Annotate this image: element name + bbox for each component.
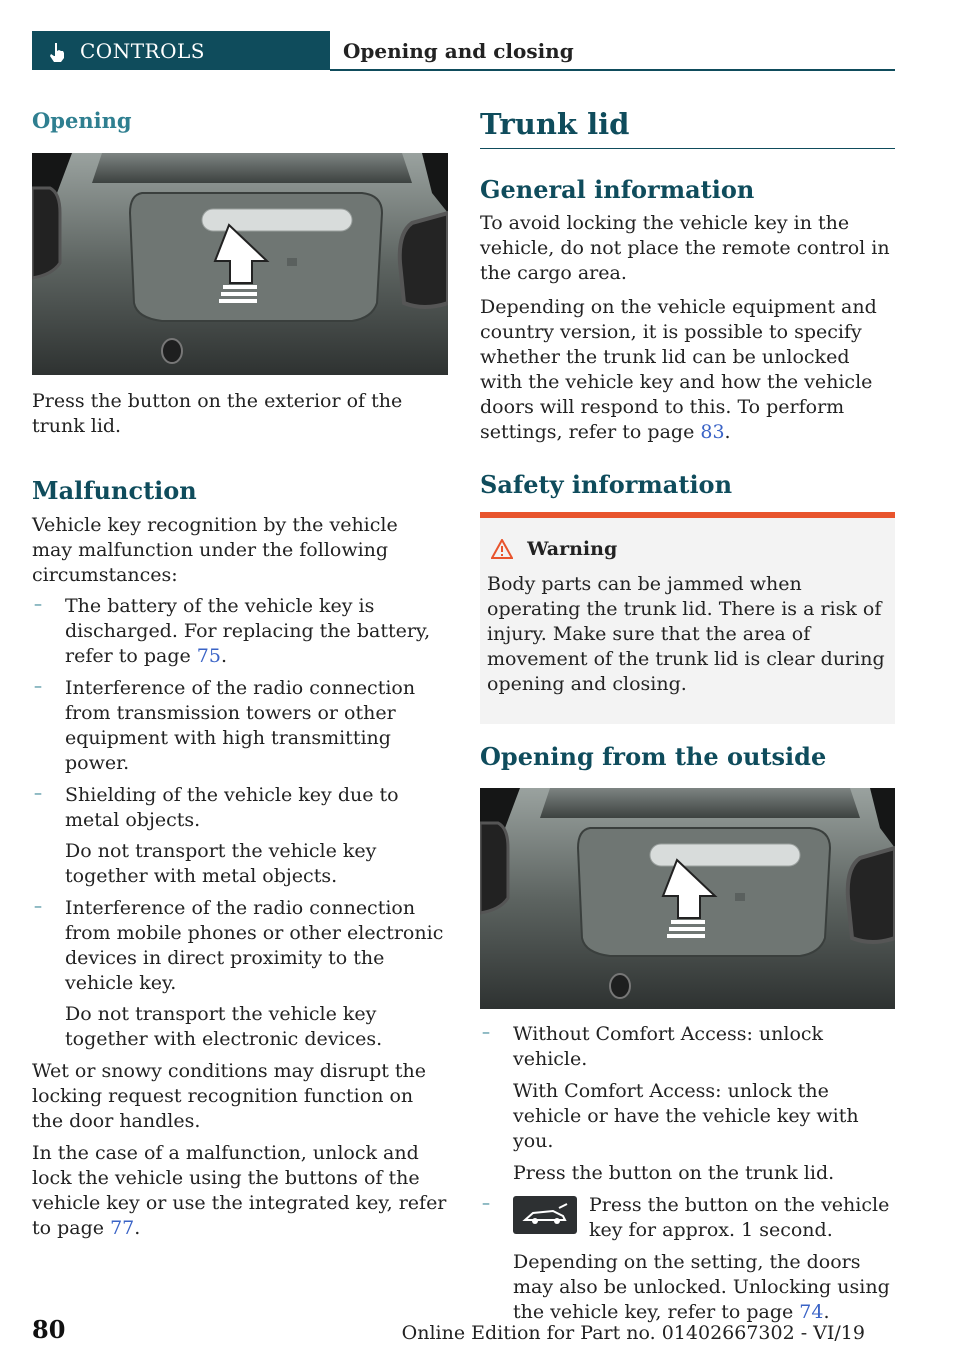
- opening-list: [480, 1022, 895, 1325]
- page-number: 80: [32, 1315, 66, 1344]
- page-link[interactable]: 83: [700, 421, 725, 443]
- general-info-heading: General information: [480, 175, 755, 204]
- page-footer: [32, 1315, 895, 1355]
- car-rear-illustration: [32, 153, 448, 375]
- bullet-dash: –: [34, 676, 42, 695]
- page-header: [32, 31, 895, 71]
- list-item-text: Without Comfort Access: unlock vehicle.: [513, 1023, 824, 1070]
- list-item: – The battery of the vehicle key is discharged. For replacing the battery, refer to page 75.: [34, 594, 431, 667]
- malfunction-heading: Malfunction: [32, 476, 197, 505]
- trunk-button-photo: [32, 153, 448, 375]
- trunk-lid-title: Trunk lid: [480, 107, 630, 141]
- photo-caption: Press the button on the exterior of the trunk lid.: [32, 390, 403, 437]
- page-section-title: Opening and closing: [343, 39, 574, 63]
- list-item-subtext: Press the button on the trunk lid.: [513, 1162, 835, 1184]
- list-item: [480, 1022, 895, 1186]
- list-item: [32, 896, 448, 1052]
- list-item: [32, 783, 448, 889]
- warning-text: Body parts can be jammed when operating the trunk lid. There is a risk of injury. Make sure that the area of movement of the trunk lid is clear during opening and closing.: [487, 573, 885, 695]
- bullet-dash: –: [34, 896, 42, 915]
- list-item-text: Press the button on the vehicle key for approx. 1 second.: [589, 1194, 890, 1241]
- bullet-dash: –: [34, 594, 42, 613]
- warning-box: [480, 512, 895, 724]
- title-rule: [480, 148, 895, 149]
- bullet-dash: –: [482, 1193, 490, 1212]
- section-tab: [32, 31, 330, 70]
- list-item-subtext: Do not transport the vehicle key together with metal objects.: [65, 840, 377, 887]
- list-item: [480, 1193, 895, 1325]
- list-item-text: The battery of the vehicle key is discharged. For replacing the battery, refer to page: [65, 595, 431, 667]
- wet-conditions-paragraph: Wet or snowy conditions may disrupt the locking request recognition function on the door handles.: [32, 1060, 427, 1132]
- section-tab-label: CONTROLS: [80, 39, 205, 63]
- malfunction-paragraph: In the case of a malfunction, unlock and lock the vehicle using the buttons of the vehicle key or use the integrated key, refer to page 77.: [32, 1142, 447, 1239]
- page-link[interactable]: 77: [110, 1217, 135, 1239]
- warning-triangle-icon: [491, 539, 513, 559]
- hand-pointer-icon: [46, 41, 68, 63]
- list-item: [32, 676, 448, 776]
- warning-header: [491, 538, 617, 560]
- list-item-subtext: With Comfort Access: unlock the vehicle or have the vehicle key with you.: [513, 1080, 859, 1152]
- list-item-text: Shielding of the vehicle key due to metal objects.: [65, 784, 399, 831]
- opening-outside-heading: Opening from the outside: [480, 742, 827, 771]
- opening-heading: Opening: [32, 108, 132, 133]
- trunk-button-photo-2: [480, 788, 895, 1009]
- list-item-subtext: Depending on the setting, the doors may also be unlocked. Unlocking using the vehicle key, refer to page 74.: [513, 1251, 890, 1323]
- general-info-p1: To avoid locking the vehicle key in the vehicle, do not place the remote control in the cargo area.: [480, 212, 890, 284]
- edition-note: Online Edition for Part no. 01402667302 - VI/19: [401, 1322, 865, 1344]
- safety-info-heading: Safety information: [480, 470, 733, 499]
- list-item-text: Interference of the radio connection from mobile phones or other electronic devices in direct proximity to the vehicle key.: [65, 897, 444, 994]
- list-item-text: Interference of the radio connection from transmission towers or other equipment with high transmitting power.: [65, 677, 416, 774]
- car-trunk-icon: [513, 1196, 577, 1234]
- header-rule: [330, 69, 895, 71]
- page-link[interactable]: 74: [799, 1301, 824, 1323]
- general-info-p2: Depending on the vehicle equipment and country version, it is possible to specify whether the trunk lid can be unlocked with the vehicle key and how the vehicle doors will respond to this. To perform settings, refer to page 83.: [480, 296, 877, 443]
- bullet-dash: –: [34, 783, 42, 802]
- malfunction-list: [32, 594, 448, 1241]
- page-link[interactable]: 75: [196, 645, 221, 667]
- list-item-subtext: Do not transport the vehicle key together with electronic devices.: [65, 1003, 383, 1050]
- trunk-key-button-icon: [513, 1196, 577, 1234]
- bullet-dash: –: [482, 1022, 490, 1041]
- malfunction-intro: Vehicle key recognition by the vehicle may malfunction under the following circumstances:: [32, 514, 398, 586]
- car-rear-illustration: [480, 788, 895, 1009]
- warning-title: Warning: [527, 538, 618, 560]
